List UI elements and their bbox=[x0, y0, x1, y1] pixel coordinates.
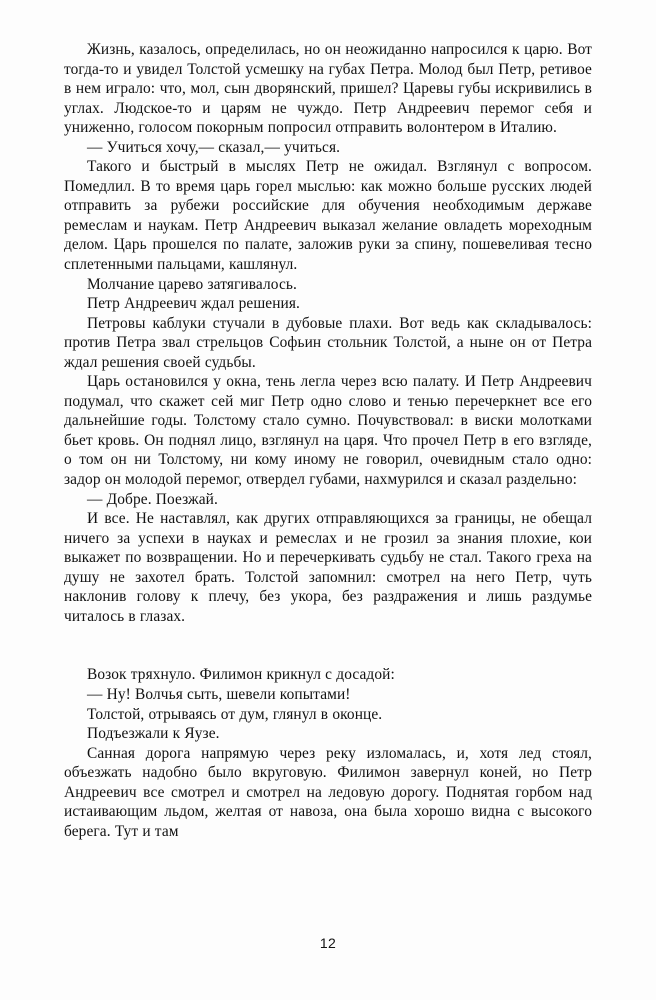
body-paragraph: Петровы каблуки стучали в дубовые плахи. Вот ведь как складывалось: против Петра звал стрельцов Софьин стольник Толстой, а ныне он от Петра ждал решения своей судьбы. bbox=[64, 314, 592, 371]
body-paragraph: Толстой, отрываясь от дум, глянул в оконце. bbox=[87, 705, 383, 723]
body-text-column bbox=[64, 40, 592, 841]
dialogue-line: — Ну! Волчья сыть, шевели копытами! bbox=[87, 685, 351, 703]
dialogue-line: — Учиться хочу,— сказал,— учиться. bbox=[87, 138, 341, 156]
body-paragraph: Петр Андреевич ждал решения. bbox=[87, 295, 300, 313]
dialogue-line: — Добре. Поезжай. bbox=[87, 490, 218, 508]
body-paragraph: И все. Не наставлял, как других отправляющихся за границы, не обещал ничего за успехи в науках и ремеслах и не грозил за знания плохие, кои выкажет по возвращении. Но и перечеркивать судьбу не стал. Такого греха на душу не захотел брать. Толстой запомнил: смотрел на него Петр, чуть наклонив голову к плечу, без укора, без раздражения и лишь раздумье читалось в глазах. bbox=[64, 510, 592, 625]
body-paragraph: Жизнь, казалось, определилась, но он неожиданно напросился к царю. Вот тогда-то и увидел Толстой усмешку на губах Петра. Молод был Петр, ретивое в нем играло: что, мол, сын дворянский, пришел? Царевы губы искривились в углах. Людское-то и царям не чуждо. Петр Андреевич перемог себя и униженно, голосом покорным попросил отправить волонтером в Италию. bbox=[64, 41, 592, 137]
body-paragraph: Возок тряхнуло. Филимон крикнул с досадой: bbox=[87, 666, 395, 684]
body-paragraph: Подъезжали к Яузе. bbox=[87, 725, 220, 743]
scene-break bbox=[64, 626, 592, 665]
body-paragraph: Санная дорога напрямую через реку изломалась, и, хотя лед стоял, объезжать надобно было вкруговую. Филимон завернул коней, но Петр Андреевич все смотрел и смотрел на ледовую дорогу. Поднятая горбом над истаивающим льдом, желтая от навоза, она была хорошо видна с высокого берега. Тут и там bbox=[64, 744, 592, 840]
body-paragraph: Такого и быстрый в мыслях Петр не ожидал. Взглянул с вопросом. Помедлил. В то время царь горел мыслью: как можно больше русских людей отправить за рубежи российские для обучения необходимым державе ремеслам и наукам. Петр Андреевич выказал желание овладеть мореходным делом. Царь прошелся по палате, заложив руки за спину, пошевеливая тесно сплетенными пальцами, кашлянул. bbox=[64, 158, 592, 274]
body-paragraph: Молчание царево затягивалось. bbox=[87, 275, 297, 293]
body-paragraph: Царь остановился у окна, тень легла через всю палату. И Петр Андреевич подумал, что скажет сей миг Петр одно слово и тенью перечеркнет все его дальнейшие годы. Толстому стало сумно. Почувствовал: в виски молотками бьет кровь. Он поднял лицо, взглянул на царя. Что прочел Петр в его взгляде, о том он ни Толстому, ни кому иному не говорил, очевидным стало одно: задор он молодой перемог, отвердел губами, нахмурился и сказал раздельно: bbox=[64, 373, 592, 489]
page-number: 12 bbox=[319, 935, 337, 951]
